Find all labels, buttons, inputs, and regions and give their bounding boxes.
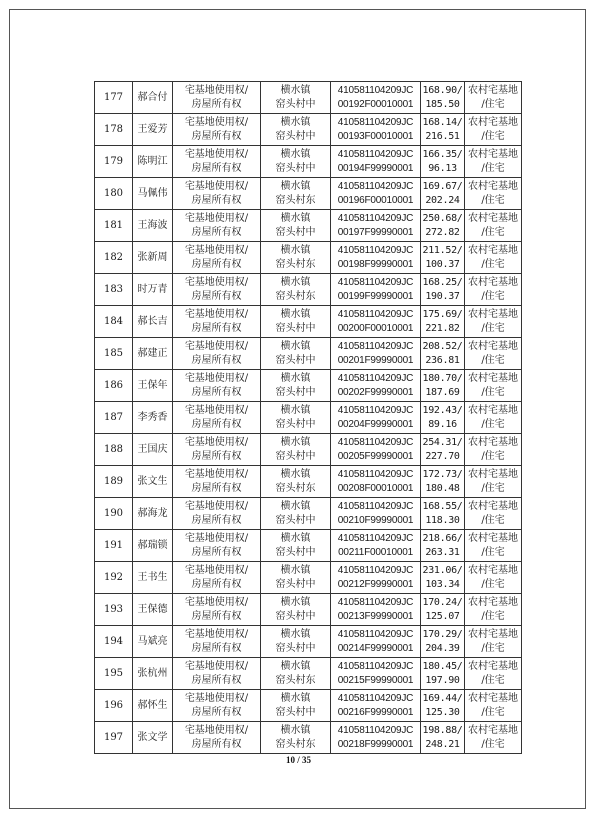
owner-name-cell: 郝瑞锁 bbox=[133, 530, 173, 562]
right-type-cell: 宅基地使用权/ 房屋所有权 bbox=[173, 178, 261, 210]
owner-name-cell: 王保德 bbox=[133, 594, 173, 626]
area-cell: 180.70/ 187.69 bbox=[421, 370, 465, 402]
right-type-cell: 宅基地使用权/ 房屋所有权 bbox=[173, 530, 261, 562]
unit-code-cell: 410581104209JC 00216F99990001 bbox=[331, 690, 421, 722]
owner-name-cell: 郝合付 bbox=[133, 82, 173, 114]
owner-name-cell: 郝长吉 bbox=[133, 306, 173, 338]
location-cell: 横水镇 窑头村中 bbox=[261, 402, 331, 434]
unit-code-cell: 410581104209JC 00201F99990001 bbox=[331, 338, 421, 370]
area-cell: 166.35/ 96.13 bbox=[421, 146, 465, 178]
table-row bbox=[95, 178, 522, 210]
area-cell: 172.73/ 180.48 bbox=[421, 466, 465, 498]
usage-cell: 农村宅基地 /住宅 bbox=[465, 434, 522, 466]
table-row bbox=[95, 370, 522, 402]
unit-code-cell: 410581104209JC 00194F99990001 bbox=[331, 146, 421, 178]
area-cell: 168.14/ 216.51 bbox=[421, 114, 465, 146]
area-cell: 170.24/ 125.07 bbox=[421, 594, 465, 626]
unit-code-cell: 410581104209JC 00213F99990001 bbox=[331, 594, 421, 626]
owner-name-cell: 王海波 bbox=[133, 210, 173, 242]
owner-name-cell: 张文生 bbox=[133, 466, 173, 498]
unit-code-cell: 410581104209JC 00192F00010001 bbox=[331, 82, 421, 114]
table-row bbox=[95, 498, 522, 530]
unit-code-cell: 410581104209JC 00215F99990001 bbox=[331, 658, 421, 690]
usage-cell: 农村宅基地 /住宅 bbox=[465, 626, 522, 658]
unit-code-cell: 410581104209JC 00211F00010001 bbox=[331, 530, 421, 562]
table-row bbox=[95, 274, 522, 306]
owner-name-cell: 王国庆 bbox=[133, 434, 173, 466]
right-type-cell: 宅基地使用权/ 房屋所有权 bbox=[173, 306, 261, 338]
usage-cell: 农村宅基地 /住宅 bbox=[465, 690, 522, 722]
unit-code-cell: 410581104209JC 00197F99990001 bbox=[331, 210, 421, 242]
location-cell: 横水镇 窑头村东 bbox=[261, 658, 331, 690]
area-cell: 175.69/ 221.82 bbox=[421, 306, 465, 338]
owner-name-cell: 郝海龙 bbox=[133, 498, 173, 530]
usage-cell: 农村宅基地 /住宅 bbox=[465, 274, 522, 306]
usage-cell: 农村宅基地 /住宅 bbox=[465, 466, 522, 498]
row-number-cell: 188 bbox=[95, 434, 133, 466]
row-number-cell: 192 bbox=[95, 562, 133, 594]
unit-code-cell: 410581104209JC 00214F99990001 bbox=[331, 626, 421, 658]
right-type-cell: 宅基地使用权/ 房屋所有权 bbox=[173, 370, 261, 402]
right-type-cell: 宅基地使用权/ 房屋所有权 bbox=[173, 562, 261, 594]
area-cell: 169.67/ 202.24 bbox=[421, 178, 465, 210]
unit-code-cell: 410581104209JC 00218F99990001 bbox=[331, 722, 421, 754]
table-row bbox=[95, 338, 522, 370]
table-row bbox=[95, 722, 522, 754]
row-number-cell: 179 bbox=[95, 146, 133, 178]
usage-cell: 农村宅基地 /住宅 bbox=[465, 658, 522, 690]
usage-cell: 农村宅基地 /住宅 bbox=[465, 114, 522, 146]
owner-name-cell: 张新周 bbox=[133, 242, 173, 274]
location-cell: 横水镇 窑头村中 bbox=[261, 434, 331, 466]
row-number-cell: 181 bbox=[95, 210, 133, 242]
right-type-cell: 宅基地使用权/ 房屋所有权 bbox=[173, 434, 261, 466]
area-cell: 211.52/ 100.37 bbox=[421, 242, 465, 274]
right-type-cell: 宅基地使用权/ 房屋所有权 bbox=[173, 466, 261, 498]
location-cell: 横水镇 窑头村中 bbox=[261, 338, 331, 370]
right-type-cell: 宅基地使用权/ 房屋所有权 bbox=[173, 210, 261, 242]
row-number-cell: 189 bbox=[95, 466, 133, 498]
row-number-cell: 197 bbox=[95, 722, 133, 754]
table-row bbox=[95, 402, 522, 434]
row-number-cell: 178 bbox=[95, 114, 133, 146]
owner-name-cell: 马斌亮 bbox=[133, 626, 173, 658]
table-row bbox=[95, 466, 522, 498]
usage-cell: 农村宅基地 /住宅 bbox=[465, 594, 522, 626]
table-row bbox=[95, 562, 522, 594]
table-row bbox=[95, 594, 522, 626]
row-number-cell: 183 bbox=[95, 274, 133, 306]
unit-code-cell: 410581104209JC 00204F99990001 bbox=[331, 402, 421, 434]
table-row bbox=[95, 82, 522, 114]
right-type-cell: 宅基地使用权/ 房屋所有权 bbox=[173, 242, 261, 274]
unit-code-cell: 410581104209JC 00208F00010001 bbox=[331, 466, 421, 498]
table-row bbox=[95, 306, 522, 338]
area-cell: 180.45/ 197.90 bbox=[421, 658, 465, 690]
unit-code-cell: 410581104209JC 00198F99990001 bbox=[331, 242, 421, 274]
table-row bbox=[95, 242, 522, 274]
table-row bbox=[95, 690, 522, 722]
table-row bbox=[95, 626, 522, 658]
usage-cell: 农村宅基地 /住宅 bbox=[465, 402, 522, 434]
right-type-cell: 宅基地使用权/ 房屋所有权 bbox=[173, 402, 261, 434]
area-cell: 192.43/ 89.16 bbox=[421, 402, 465, 434]
row-number-cell: 184 bbox=[95, 306, 133, 338]
row-number-cell: 186 bbox=[95, 370, 133, 402]
area-cell: 198.88/ 248.21 bbox=[421, 722, 465, 754]
row-number-cell: 185 bbox=[95, 338, 133, 370]
right-type-cell: 宅基地使用权/ 房屋所有权 bbox=[173, 594, 261, 626]
location-cell: 横水镇 窑头村东 bbox=[261, 722, 331, 754]
row-number-cell: 195 bbox=[95, 658, 133, 690]
page-number: 10 / 35 bbox=[285, 755, 311, 765]
owner-name-cell: 马佩伟 bbox=[133, 178, 173, 210]
location-cell: 横水镇 窑头村中 bbox=[261, 626, 331, 658]
right-type-cell: 宅基地使用权/ 房屋所有权 bbox=[173, 114, 261, 146]
row-number-cell: 182 bbox=[95, 242, 133, 274]
row-number-cell: 193 bbox=[95, 594, 133, 626]
owner-name-cell: 王书生 bbox=[133, 562, 173, 594]
table-row bbox=[95, 434, 522, 466]
owner-name-cell: 王保年 bbox=[133, 370, 173, 402]
area-cell: 231.06/ 103.34 bbox=[421, 562, 465, 594]
right-type-cell: 宅基地使用权/ 房屋所有权 bbox=[173, 658, 261, 690]
table-row bbox=[95, 114, 522, 146]
row-number-cell: 187 bbox=[95, 402, 133, 434]
row-number-cell: 180 bbox=[95, 178, 133, 210]
location-cell: 横水镇 窑头村东 bbox=[261, 242, 331, 274]
usage-cell: 农村宅基地 /住宅 bbox=[465, 242, 522, 274]
owner-name-cell: 李秀香 bbox=[133, 402, 173, 434]
usage-cell: 农村宅基地 /住宅 bbox=[465, 210, 522, 242]
area-cell: 254.31/ 227.70 bbox=[421, 434, 465, 466]
usage-cell: 农村宅基地 /住宅 bbox=[465, 82, 522, 114]
area-cell: 168.55/ 118.30 bbox=[421, 498, 465, 530]
table-row bbox=[95, 146, 522, 178]
right-type-cell: 宅基地使用权/ 房屋所有权 bbox=[173, 498, 261, 530]
location-cell: 横水镇 窑头村中 bbox=[261, 530, 331, 562]
right-type-cell: 宅基地使用权/ 房屋所有权 bbox=[173, 722, 261, 754]
unit-code-cell: 410581104209JC 00210F99990001 bbox=[331, 498, 421, 530]
usage-cell: 农村宅基地 /住宅 bbox=[465, 530, 522, 562]
unit-code-cell: 410581104209JC 00212F99990001 bbox=[331, 562, 421, 594]
owner-name-cell: 张杭州 bbox=[133, 658, 173, 690]
table-row bbox=[95, 210, 522, 242]
unit-code-cell: 410581104209JC 00193F00010001 bbox=[331, 114, 421, 146]
right-type-cell: 宅基地使用权/ 房屋所有权 bbox=[173, 626, 261, 658]
row-number-cell: 177 bbox=[95, 82, 133, 114]
location-cell: 横水镇 窑头村中 bbox=[261, 210, 331, 242]
row-number-cell: 194 bbox=[95, 626, 133, 658]
table-row bbox=[95, 530, 522, 562]
right-type-cell: 宅基地使用权/ 房屋所有权 bbox=[173, 274, 261, 306]
usage-cell: 农村宅基地 /住宅 bbox=[465, 178, 522, 210]
location-cell: 横水镇 窑头村东 bbox=[261, 274, 331, 306]
usage-cell: 农村宅基地 /住宅 bbox=[465, 370, 522, 402]
unit-code-cell: 410581104209JC 00202F99990001 bbox=[331, 370, 421, 402]
location-cell: 横水镇 窑头村中 bbox=[261, 82, 331, 114]
location-cell: 横水镇 窑头村中 bbox=[261, 114, 331, 146]
location-cell: 横水镇 窑头村中 bbox=[261, 690, 331, 722]
owner-name-cell: 陈明江 bbox=[133, 146, 173, 178]
location-cell: 横水镇 窑头村中 bbox=[261, 562, 331, 594]
usage-cell: 农村宅基地 /住宅 bbox=[465, 338, 522, 370]
usage-cell: 农村宅基地 /住宅 bbox=[465, 146, 522, 178]
unit-code-cell: 410581104209JC 00199F99990001 bbox=[331, 274, 421, 306]
unit-code-cell: 410581104209JC 00200F00010001 bbox=[331, 306, 421, 338]
right-type-cell: 宅基地使用权/ 房屋所有权 bbox=[173, 82, 261, 114]
table-body bbox=[95, 82, 522, 754]
area-cell: 218.66/ 263.31 bbox=[421, 530, 465, 562]
location-cell: 横水镇 窑头村中 bbox=[261, 306, 331, 338]
usage-cell: 农村宅基地 /住宅 bbox=[465, 498, 522, 530]
location-cell: 横水镇 窑头村东 bbox=[261, 466, 331, 498]
right-type-cell: 宅基地使用权/ 房屋所有权 bbox=[173, 338, 261, 370]
area-cell: 170.29/ 204.39 bbox=[421, 626, 465, 658]
location-cell: 横水镇 窑头村中 bbox=[261, 594, 331, 626]
unit-code-cell: 410581104209JC 00205F99990001 bbox=[331, 434, 421, 466]
usage-cell: 农村宅基地 /住宅 bbox=[465, 306, 522, 338]
location-cell: 横水镇 窑头村中 bbox=[261, 498, 331, 530]
area-cell: 208.52/ 236.81 bbox=[421, 338, 465, 370]
row-number-cell: 190 bbox=[95, 498, 133, 530]
location-cell: 横水镇 窑头村中 bbox=[261, 146, 331, 178]
owner-name-cell: 张文学 bbox=[133, 722, 173, 754]
registration-table bbox=[94, 81, 522, 754]
owner-name-cell: 王爱芳 bbox=[133, 114, 173, 146]
area-cell: 169.44/ 125.30 bbox=[421, 690, 465, 722]
right-type-cell: 宅基地使用权/ 房屋所有权 bbox=[173, 690, 261, 722]
location-cell: 横水镇 窑头村中 bbox=[261, 370, 331, 402]
table-row bbox=[95, 658, 522, 690]
location-cell: 横水镇 窑头村东 bbox=[261, 178, 331, 210]
usage-cell: 农村宅基地 /住宅 bbox=[465, 722, 522, 754]
usage-cell: 农村宅基地 /住宅 bbox=[465, 562, 522, 594]
area-cell: 250.68/ 272.82 bbox=[421, 210, 465, 242]
row-number-cell: 191 bbox=[95, 530, 133, 562]
right-type-cell: 宅基地使用权/ 房屋所有权 bbox=[173, 146, 261, 178]
area-cell: 168.90/ 185.50 bbox=[421, 82, 465, 114]
unit-code-cell: 410581104209JC 00196F00010001 bbox=[331, 178, 421, 210]
owner-name-cell: 时万青 bbox=[133, 274, 173, 306]
owner-name-cell: 郝怀生 bbox=[133, 690, 173, 722]
row-number-cell: 196 bbox=[95, 690, 133, 722]
area-cell: 168.25/ 190.37 bbox=[421, 274, 465, 306]
owner-name-cell: 郝建正 bbox=[133, 338, 173, 370]
